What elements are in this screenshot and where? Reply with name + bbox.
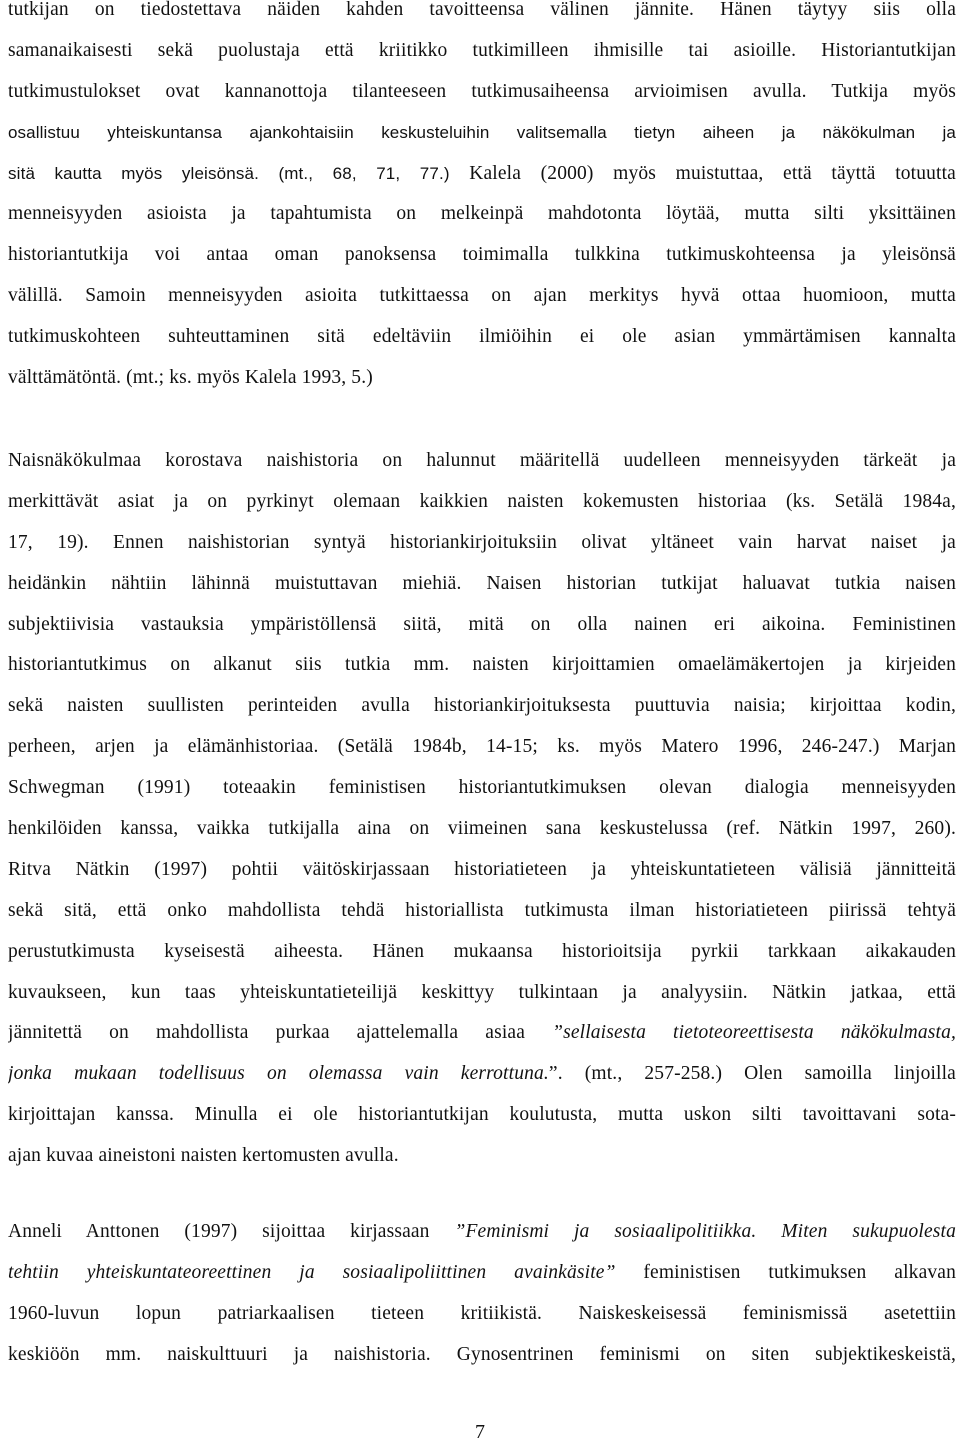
text-line: kirjoittajan kanssa. Minulla ei ole historiantutkijan koulutusta, mutta uskon silti tavoittavani sota-	[8, 1104, 956, 1126]
paragraph-historiantutkija	[8, 0, 956, 399]
text-line: Naisnäkökulmaa korostava naishistoria on halunnut määritellä uudelleen menneisyyden tärkeät ja	[8, 450, 956, 471]
text-line-mixed	[8, 1253, 956, 1294]
page-number: 7	[475, 1421, 485, 1443]
text-line: kuvaukseen, kun taas yhteiskuntatieteilijä keskittyy tulkintaan ja analyysiin. Nätkin jatkaa, että	[8, 981, 956, 1003]
text-segment: ”. (mt., 257-258.) Olen samoilla linjoilla	[548, 1063, 956, 1085]
text-line: 17, 19). Ennen naishistorian syntyä historiankirjoituksiin olivat yltäneet vain harvat naiset ja	[8, 531, 956, 553]
text-line: sekä naisten suullisten perinteiden avulla historiankirjoituksesta puuttuvia naisia; kirjoittaa kodin,	[8, 695, 956, 717]
text-line: Schwegman (1991) toteaakin feministisen historiantutkimuksen olevan dialogia menneisyyden	[8, 777, 956, 799]
text-segment: jännitettä on mahdollista purkaa ajattelemalla asiaa	[8, 1022, 553, 1044]
text-line: 1960-luvun lopun patriarkaalisen tieteen kritiikistä. Naiskeskeisessä feminismissä asetettiin	[8, 1302, 956, 1324]
text-line: samanaikaisesti sekä puolustaja että kriitikko tutkimilleen ihmisille tai asioille. Historiantutkijan	[8, 39, 956, 61]
text-line: keskiöön mm. naiskulttuuri ja naishistoria. Gynosentrinen feminismi on siten subjektikeskeistä,	[8, 1343, 956, 1365]
text-line: merkittävät asiat ja on pyrkinyt olemaan kaikkien naisten kokemusten historiaa (ks. Setälä 1984a,	[8, 490, 956, 512]
text-line: tutkimustulokset ovat kannanottoja tilanteeseen tutkimusaiheensa arvioimisen avulla. Tutkija myös	[8, 80, 956, 102]
text-segment: Anneli Anttonen (1997) sijoittaa kirjassaan	[8, 1221, 455, 1242]
quote-italic: jonka mukaan todellisuus on olemassa vain kerrottuna.	[8, 1063, 549, 1085]
text-line: menneisyyden asioista ja tapahtumista on melkeinpä mahdotonta löytää, mutta silti yksittäinen	[8, 203, 956, 225]
text-line: perustutkimusta kyseisestä aiheesta. Hänen mukaansa historioitsija pyrkii tarkkaan aikakauden	[8, 940, 956, 962]
text-line: tutkijan on tiedostettava näiden kahden tavoitteensa välinen jännite. Hänen täytyy siis olla	[8, 0, 956, 20]
text-line: heidänkin nähtiin lähinnä muistuttavan miehiä. Naisen historian tutkijat haluavat tutkia naisen	[8, 572, 956, 594]
text-segment: feministisen tutkimuksen alkavan	[615, 1261, 956, 1283]
text-line-mixed	[8, 1054, 956, 1095]
text-line-mixed	[8, 1013, 956, 1054]
text-segment: Kalela (2000) myös muistuttaa, että täyttä totuutta	[449, 162, 956, 184]
text-line: osallistuu yhteiskuntansa ajankohtaisiin keskusteluihin valitsemalla tietyn aiheen ja näkökulman ja	[8, 122, 956, 142]
text-line-mixed	[8, 154, 956, 195]
text-line: historiantutkimus on alkanut siis tutkia mm. naisten kirjoittamien omaelämäkertojen ja kirjeiden	[8, 654, 956, 676]
text-line: henkilöiden kanssa, vaikka tutkijalla aina on viimeinen sana keskustelussa (ref. Nätkin 1997, 260).	[8, 818, 956, 840]
text-line: sekä sitä, että onko mahdollista tehdä historiallista tutkimusta ilman historiatieteen piirissä tehtyä	[8, 899, 956, 921]
text-line: perheen, arjen ja elämänhistoriaa. (Setälä 1984b, 14-15; ks. myös Matero 1996, 246-247.) Marjan	[8, 736, 956, 758]
text-line: subjektiivisia vastauksia ympäristöllensä siitä, mitä on olla nainen eri aikoina. Feministinen	[8, 613, 956, 635]
text-line: välillä. Samoin menneisyyden asioita tutkittaessa on ajan merkitys hyvä ottaa huomioon, mutta	[8, 285, 956, 307]
quote-italic: ”sellaisesta tietoteoreettisesta näkökulmasta,	[552, 1022, 956, 1044]
text-line: Ritva Nätkin (1997) pohtii väitöskirjassaan historiatieteen ja yhteiskuntatieteen välisiä jännitteitä	[8, 858, 956, 880]
text-line: ajan kuvaa aineistoni naisten kertomusten avulla.	[8, 1145, 399, 1167]
book-title-italic: tehtiin yhteiskuntateoreettinen ja sosiaalipoliittinen avainkäsite”	[8, 1261, 616, 1283]
text-segment: sitä kautta myös yleisönsä. (mt., 68, 71, 77.)	[8, 163, 450, 183]
text-line: historiantutkija voi antaa oman panoksensa toimimalla tulkkina tutkimuskohteensa ja yleisönsä	[8, 244, 956, 266]
paragraph-naishistoria	[8, 441, 956, 1177]
text-line: välttämätöntä. (mt.; ks. myös Kalela 1993, 5.)	[8, 367, 373, 389]
book-title-italic: Miten sukupuolesta	[756, 1221, 956, 1242]
text-line-mixed	[8, 1212, 956, 1253]
paragraph-anttonen	[8, 1212, 956, 1376]
text-line: tutkimuskohteen suhteuttaminen sitä edeltäviin ilmiöihin ei ole asian ymmärtämisen kannalta	[8, 326, 956, 348]
book-title-italic: ”Feminismi ja sosiaalipolitiikka.	[454, 1221, 757, 1242]
